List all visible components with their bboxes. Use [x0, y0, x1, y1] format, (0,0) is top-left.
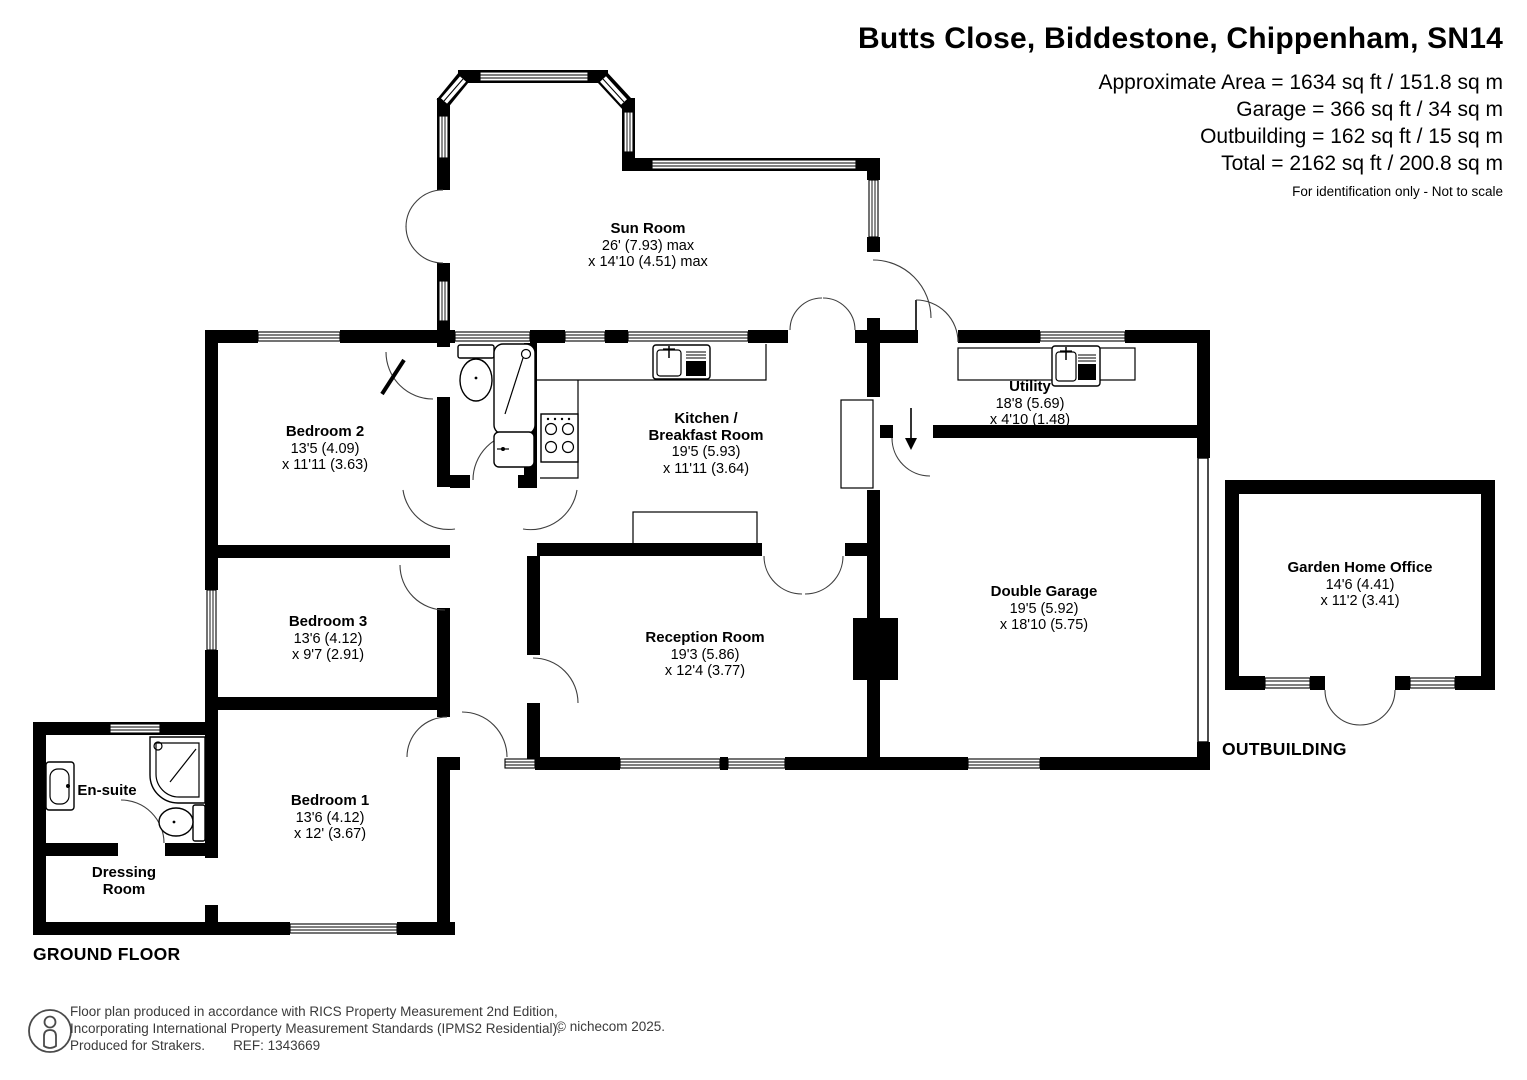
- footer-line-1: Floor plan produced in accordance with RICS Property Measurement 2nd Edition,: [70, 1004, 558, 1019]
- footer-line-2: Incorporating International Property Measurement Standards (IPMS2 Residential).: [70, 1021, 561, 1036]
- outbuilding-area: Outbuilding = 162 sq ft / 15 sq m: [1200, 125, 1503, 148]
- window: [455, 332, 530, 341]
- ensuite-shower-icon: [150, 737, 205, 803]
- area-summary: [858, 70, 1503, 177]
- copyright: © nichecom 2025.: [556, 1019, 666, 1034]
- approximate-area: Approximate Area = 1634 sq ft / 151.8 sq m: [1098, 71, 1503, 94]
- room-label-sun-room: Sun Room 26' (7.93) max x 14'10 (4.51) max: [588, 220, 708, 270]
- produced-for: Produced for Strakers.: [70, 1038, 206, 1053]
- room-label-bedroom-1: Bedroom 1 13'6 (4.12) x 12' (3.67): [290, 792, 370, 842]
- kitchen-island: [633, 512, 757, 545]
- window: [652, 160, 856, 169]
- utility-counter: [958, 348, 1135, 380]
- window: [968, 759, 1040, 768]
- footer-line-3: [70, 1037, 561, 1054]
- room-label-garden-office: Garden Home Office 14'6 (4.41) x 11'2 (3.41): [1287, 559, 1433, 609]
- hob-icon: [541, 414, 578, 462]
- room-label-ensuite: En-suite: [77, 782, 137, 799]
- outbuilding-label: OUTBUILDING: [1222, 739, 1347, 759]
- window: [628, 332, 748, 341]
- window: [439, 116, 448, 158]
- window: [505, 759, 535, 768]
- scale-disclaimer: For identification only - Not to scale: [1292, 184, 1503, 199]
- basin-icon: [494, 432, 534, 467]
- footer-disclaimer: [70, 1003, 561, 1054]
- window: [110, 724, 160, 733]
- window: [258, 332, 340, 341]
- ground-floor-label: GROUND FLOOR: [33, 944, 181, 964]
- room-label-bedroom-3: Bedroom 3 13'6 (4.12) x 9'7 (2.91): [288, 613, 368, 663]
- window: [290, 924, 397, 933]
- room-label-dressing: Dressing Room: [91, 864, 157, 898]
- entrance-arrow-icon: [905, 438, 917, 450]
- room-label-garage: Double Garage 19'5 (5.92) x 18'10 (5.75): [990, 583, 1098, 633]
- shower-bath-icon: [494, 344, 535, 434]
- window: [565, 332, 605, 341]
- person-icon: [26, 1005, 74, 1057]
- room-label-reception: Reception Room 19'3 (5.86) x 12'4 (3.77): [645, 629, 765, 679]
- chimney-breast: [853, 618, 898, 680]
- ensuite-toilet-icon: [159, 805, 205, 841]
- total-area: Total = 2162 sq ft / 200.8 sq m: [1221, 152, 1503, 175]
- kitchen-counter: [537, 344, 766, 380]
- room-label-kitchen: Kitchen / Breakfast Room 19'5 (5.93) x 11'11 (3.64): [648, 410, 764, 477]
- window: [207, 590, 216, 650]
- room-label-utility: Utility 18'8 (5.69) x 4'10 (1.48): [989, 378, 1071, 428]
- window: [1410, 678, 1455, 688]
- window: [728, 759, 785, 768]
- window: [620, 759, 720, 768]
- window: [624, 112, 633, 152]
- window: [439, 281, 448, 321]
- header: [858, 22, 1503, 199]
- window: [1265, 678, 1310, 688]
- garage-area: Garage = 366 sq ft / 34 sq m: [1236, 98, 1503, 121]
- garage-door-icon: [1198, 451, 1208, 749]
- cupboard: [841, 400, 873, 488]
- kitchen-sink-icon: [653, 345, 710, 379]
- reference-number: REF: 1343669: [233, 1038, 321, 1053]
- room-label-bedroom-2: Bedroom 2 13'5 (4.09) x 11'11 (3.63): [281, 423, 369, 473]
- page-title: Butts Close, Biddestone, Chippenham, SN14: [858, 22, 1503, 55]
- toilet-icon: [458, 345, 494, 401]
- window: [480, 72, 588, 81]
- window: [1040, 332, 1125, 341]
